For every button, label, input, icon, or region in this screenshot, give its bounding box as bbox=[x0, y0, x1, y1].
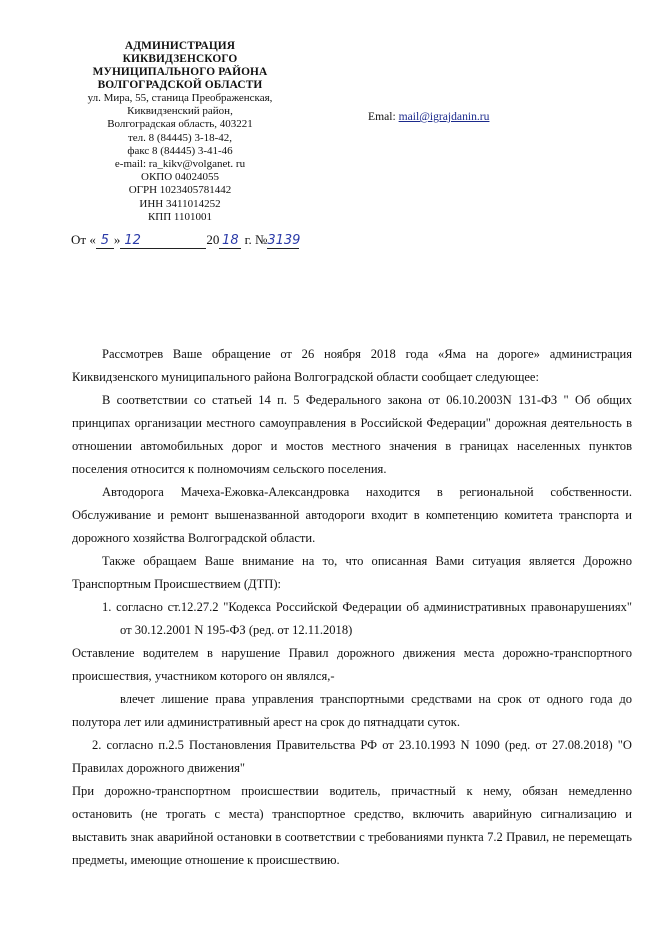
number-value: 3139 bbox=[267, 233, 301, 248]
body-paragraph: Автодорога Мачеха-Ежовка-Александровка находится в региональной собственности. Обслуживание и ремонт вышеназванной автодороги входит в компетенцию комитета транспорта и дорожного хозяйства Волгоградской области. bbox=[72, 485, 632, 545]
number-label: г. № bbox=[244, 232, 268, 247]
email-link[interactable]: mail@igrajdanin.ru bbox=[398, 110, 490, 123]
org-line: ВОЛГОГРАДСКОЙ ОБЛАСТИ bbox=[97, 79, 263, 91]
close-quote: » bbox=[113, 232, 121, 247]
fax-line: факс 8 (84445) 3-41-46 bbox=[127, 144, 233, 157]
email-line: e-mail: ra_kikv@volganet. ru bbox=[114, 158, 246, 171]
email-label: Emal: bbox=[368, 110, 396, 123]
inn-line: ИНН 3411014252 bbox=[139, 197, 221, 210]
org-name bbox=[70, 40, 290, 92]
ogrn-line: ОГРН 1023405781442 bbox=[128, 184, 232, 197]
year-prefix: 20 bbox=[206, 232, 220, 247]
month-field bbox=[120, 233, 206, 249]
letter-body bbox=[72, 343, 632, 872]
address-line: ул. Мира, 55, станица Преображенская, bbox=[87, 92, 273, 104]
okpo-line: ОКПО 04024055 bbox=[141, 171, 219, 184]
number-field bbox=[267, 233, 299, 249]
address-line: Киквидзенский район, bbox=[127, 105, 233, 118]
list-item: 1. согласно ст.12.27.2 "Кодекса Российской Федерации об административных правонарушениях" от 30.12.2001 N 195-ФЗ (ред. от 12.11.2018) bbox=[102, 600, 632, 637]
reference-line bbox=[71, 232, 299, 249]
body-paragraph: Оставление водителем в нарушение Правил дорожного движения места дорожно-транспортного происшествия, участником которого он являлся,- bbox=[72, 646, 632, 683]
year-value: 18 bbox=[222, 233, 239, 248]
recipient-email bbox=[368, 110, 489, 123]
org-line: КИКВИДЗЕНСКОГО bbox=[122, 53, 238, 65]
sender-header bbox=[70, 40, 290, 224]
day-value: 5 bbox=[100, 233, 109, 248]
body-paragraph: При дорожно-транспортном происшествии водитель, причастный к нему, обязан немедленно остановить (не трогать с места) транспортное средство, включить аварийную сигнализацию и выставить знак аварийной остановки в соответствии с требованиями пункта 7.2 Правил, не перемещать предметы, имеющие отношение к происшествию. bbox=[72, 784, 632, 867]
year-field bbox=[219, 233, 241, 249]
org-contacts bbox=[70, 92, 290, 224]
list-item: 2. согласно п.2.5 Постановления Правительства РФ от 23.10.1993 N 1090 (ред. от 27.08.2018) "О Правилах дорожного движения" bbox=[72, 738, 632, 775]
address-line: Волгоградская область, 403221 bbox=[107, 118, 253, 131]
org-line: МУНИЦИПАЛЬНОГО РАЙОНА bbox=[92, 66, 268, 78]
org-line: АДМИНИСТРАЦИЯ bbox=[124, 40, 236, 52]
day-field bbox=[96, 233, 114, 249]
phone-line: тел. 8 (84445) 3-18-42, bbox=[127, 131, 233, 144]
body-paragraph: влечет лишение права управления транспортными средствами на срок от одного года до полутора лет или административный арест на срок до пятнадцати суток. bbox=[72, 692, 632, 729]
month-value: 12 bbox=[124, 233, 141, 248]
from-label: От « bbox=[71, 232, 96, 247]
kpp-line: КПП 1101001 bbox=[147, 210, 213, 223]
body-paragraph: В соответствии со статьей 14 п. 5 Федерального закона от 06.10.2003N 131-ФЗ " Об общих принципах организации местного самоуправления в Российской Федерации" дорожная деятельность в отношении автомобильных дорог и мостов местного значения в границах населенных пунктов поселения относится к полномочиям сельского поселения. bbox=[72, 393, 632, 476]
body-paragraph: Также обращаем Ваше внимание на то, что описанная Вами ситуация является Дорожно Транспортным Происшествием (ДТП): bbox=[72, 554, 632, 591]
body-paragraph: Рассмотрев Ваше обращение от 26 ноября 2018 года «Яма на дороге» администрация Киквидзенского муниципального района Волгоградской области сообщает следующее: bbox=[72, 347, 632, 384]
